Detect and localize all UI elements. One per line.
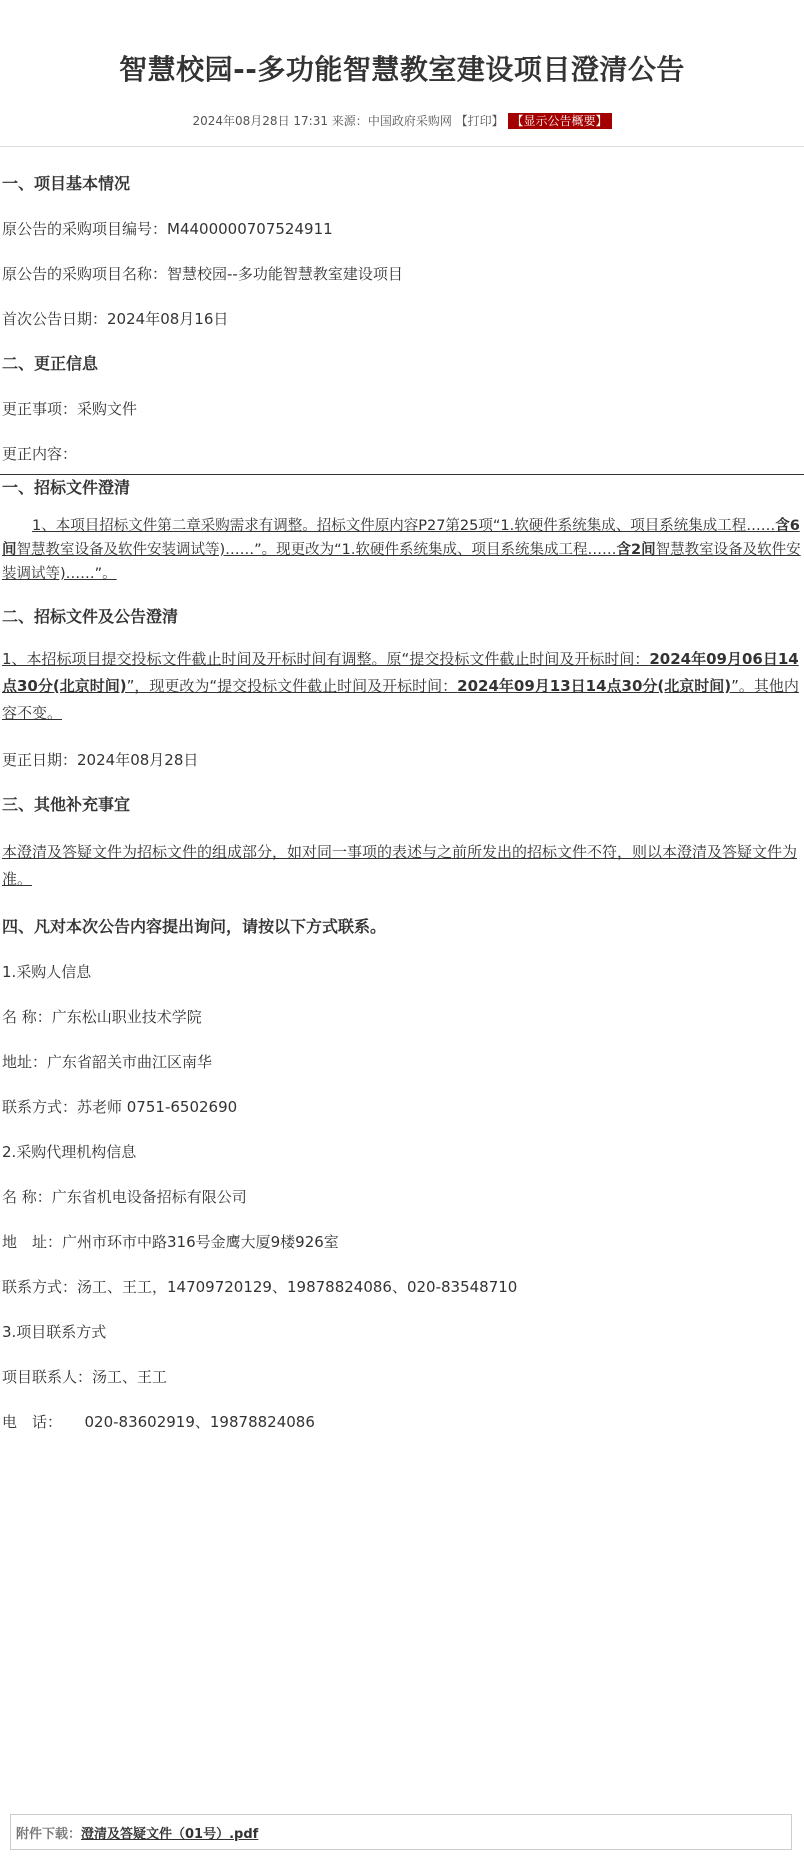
page-title: 智慧校园--多功能智慧教室建设项目澄清公告 — [119, 53, 685, 86]
purchaser-address: 地址：广东省韶关市曲江区南华 — [2, 1053, 213, 1071]
first-notice-date-line — [2, 308, 802, 330]
attachment-label: 附件下载： — [16, 1826, 82, 1842]
new-room-count: 含2间 — [616, 542, 656, 558]
section-correction-heading: 二、更正信息 — [2, 354, 99, 373]
section-basic-info-heading: 一、项目基本情况 — [2, 174, 131, 193]
section-other-matters-heading: 三、其他补充事宜 — [2, 795, 131, 814]
purchaser-info-heading: 1.采购人信息 — [2, 963, 92, 981]
first-notice-date-label: 首次公告日期： — [2, 310, 108, 328]
project-number-line — [2, 218, 802, 240]
attachment-download-link[interactable]: 澄清及答疑文件（01号）.pdf — [81, 1826, 259, 1842]
header-divider — [0, 146, 804, 147]
correction-item-value: 采购文件 — [77, 400, 138, 418]
project-number-value: M4400000707524911 — [167, 220, 333, 238]
correction-content-label: 更正内容： — [2, 445, 78, 463]
tender-doc-clarification-heading: 一、招标文件澄清 — [2, 478, 131, 497]
correction-date-line — [2, 749, 802, 771]
project-name-value: 智慧校园--多功能智慧教室建设项目 — [167, 265, 403, 283]
agency-address: 地 址：广州市环市中路316号金鹰大厦9楼926室 — [2, 1233, 339, 1251]
content-divider — [0, 474, 804, 475]
clarification-text-part: 智慧教室设备及软件安装调试等)……”。 — [2, 542, 801, 582]
clarification-text-part: 智慧教室设备及软件安装调试等)……”。现更改为“1.软硬件系统集成、项目系统集成工程…… — [16, 542, 617, 558]
tender-doc-clarification-text — [2, 514, 802, 586]
meta-row — [0, 112, 804, 130]
correction-item-label: 更正事项： — [2, 400, 78, 418]
attachment-box — [10, 1814, 792, 1850]
project-name-label: 原公告的采购项目名称： — [2, 265, 168, 283]
new-deadline: 2024年09月13日14点30分(北京时间) — [457, 677, 732, 695]
project-phone: 电 话： 020-83602919、19878824086 — [2, 1413, 315, 1431]
project-name-line — [2, 263, 802, 285]
correction-details — [0, 477, 804, 1433]
show-summary-button[interactable]: 【显示公告概要】 — [508, 113, 612, 129]
clarification-text-part: 1、本招标项目提交投标文件截止时间及开标时间有调整。原“提交投标文件截止时间及开标时间： — [2, 650, 650, 668]
original-room-count: 含6间 — [2, 518, 800, 558]
purchaser-contact: 联系方式：苏老师 0751-6502690 — [2, 1098, 238, 1116]
section-contact-heading: 四、凡对本次公告内容提出询问，请按以下方式联系。 — [2, 917, 387, 936]
source-value: 中国政府采购网 — [367, 114, 452, 128]
source-label: 来源： — [331, 114, 368, 128]
correction-item-line — [2, 398, 802, 420]
print-link[interactable]: 【打印】 — [455, 114, 504, 128]
project-contact-person: 项目联系人：汤工、王工 — [2, 1368, 168, 1386]
original-deadline: 2024年09月06日14点30分(北京时间) — [2, 650, 799, 695]
clarification-text-part: ”，现更改为“提交投标文件截止时间及开标时间： — [126, 677, 458, 695]
other-matters-text: 本澄清及答疑文件为招标文件的组成部分，如对同一事项的表述与之前所发出的招标文件不符，则以本澄清及答疑文件为准。 — [2, 843, 798, 888]
correction-date-value: 2024年08月28日 — [77, 751, 199, 769]
tender-notice-clarification-heading: 二、招标文件及公告澄清 — [2, 607, 179, 626]
publish-datetime: 2024年08月28日 17:31 — [192, 114, 328, 128]
announcement-content — [0, 173, 804, 465]
agency-contact: 联系方式：汤工、王工，14709720129、19878824086、020-83548710 — [2, 1278, 518, 1296]
clarification-text-part: ”。其他内容不变。 — [2, 677, 799, 722]
agency-name: 名 称：广东省机电设备招标有限公司 — [2, 1188, 247, 1206]
purchaser-name: 名 称：广东松山职业技术学院 — [2, 1008, 202, 1026]
clarification-text-part: 1、本项目招标文件第二章采购需求有调整。招标文件原内容P27第25项“1.软硬件系统集成、项目系统集成工程…… — [32, 518, 776, 534]
correction-date-label: 更正日期： — [2, 751, 78, 769]
project-number-label: 原公告的采购项目编号： — [2, 220, 168, 238]
tender-notice-clarification-text — [2, 646, 802, 727]
agency-info-heading: 2.采购代理机构信息 — [2, 1143, 137, 1161]
first-notice-date-value: 2024年08月16日 — [107, 310, 229, 328]
project-contact-heading: 3.项目联系方式 — [2, 1323, 107, 1341]
